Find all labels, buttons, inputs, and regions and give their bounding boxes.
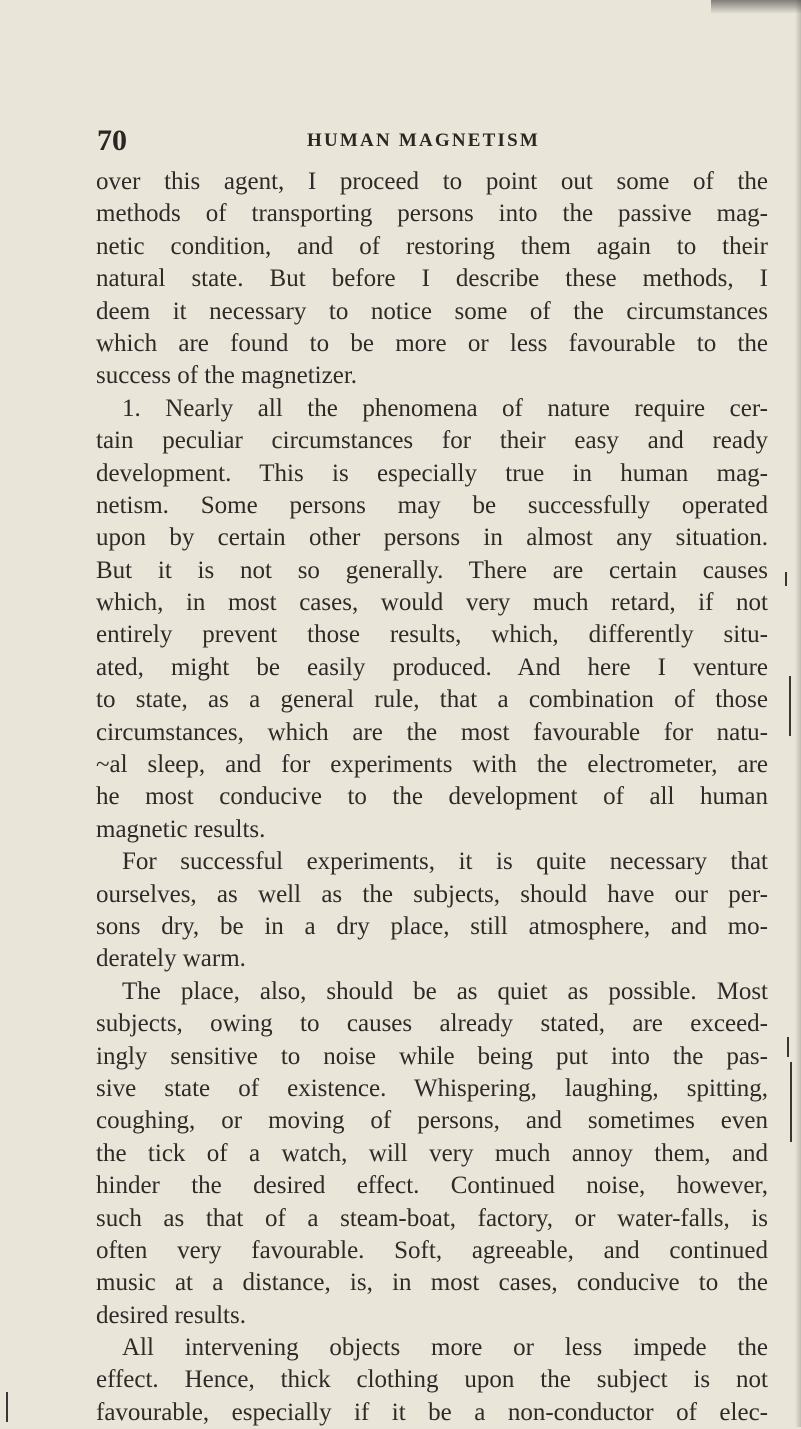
text-line: sive state of existence. Whispering, laughing, spitting, — [96, 1074, 768, 1102]
running-title: HUMAN MAGNETISM — [307, 130, 541, 151]
text-line: But it is not so generally. There are certain causes — [96, 556, 768, 584]
text-line: netic condition, and of restoring them again to their — [96, 232, 768, 260]
text-line: All intervening objects more or less impede the — [122, 1334, 768, 1362]
margin-mark — [787, 1037, 789, 1057]
text-line: ourselves, as well as the subjects, should have our per- — [96, 880, 768, 908]
page-top-edge — [711, 0, 801, 14]
text-line: circumstances, which are the most favourable for natu- — [96, 718, 768, 746]
page-number: 70 — [97, 124, 127, 157]
running-head — [97, 124, 737, 160]
text-line: over this agent, I proceed to point out some of the — [96, 168, 768, 195]
text-line: he most conducive to the development of all human — [96, 783, 768, 811]
text-line: which are found to be more or less favourable to the — [96, 329, 768, 357]
text-line: upon by certain other persons in almost any situation. — [96, 524, 768, 552]
text-line: sons dry, be in a dry place, still atmosphere, and mo- — [96, 912, 768, 940]
text-line: subjects, owing to causes already stated, are exceed- — [96, 1010, 768, 1038]
text-line: which, in most cases, would very much retard, if not — [96, 589, 768, 617]
text-line: hinder the desired effect. Continued noise, however, — [96, 1172, 768, 1200]
text-line: The place, also, should be as quiet as possible. Most — [122, 977, 768, 1005]
margin-mark — [790, 1062, 792, 1142]
text-line: often very favourable. Soft, agreeable, and continued — [96, 1236, 768, 1264]
text-line: tain peculiar circumstances for their easy and ready — [96, 427, 768, 455]
text-line: For successful experiments, it is quite necessary that — [122, 848, 768, 876]
text-line: the tick of a watch, will very much annoy them, and — [96, 1139, 768, 1167]
text-line: favourable, especially if it be a non-conductor of elec- — [96, 1398, 768, 1426]
text-line: music at a distance, is, in most cases, conducive to the — [96, 1269, 768, 1297]
text-line: ingly sensitive to noise while being put into the pas- — [96, 1042, 768, 1070]
text-line: success of the magnetizer. — [96, 362, 358, 390]
text-line: deem it necessary to notice some of the circumstances — [96, 297, 768, 325]
text-line: such as that of a steam-boat, factory, or water-falls, is — [96, 1204, 768, 1232]
margin-mark — [6, 1392, 8, 1422]
body-text — [96, 166, 768, 1429]
text-line: ~al sleep, and for experiments with the electrometer, are — [96, 751, 768, 779]
text-line: natural state. But before I describe these methods, I — [96, 265, 768, 293]
text-line: development. This is especially true in human mag- — [96, 459, 768, 487]
text-line: derately warm. — [96, 945, 246, 973]
text-line: ated, might be easily produced. And here I venture — [96, 653, 768, 681]
text-line: magnetic results. — [96, 815, 266, 843]
text-line: to state, as a general rule, that a combination of those — [96, 686, 768, 714]
text-line: methods of transporting persons into the passive mag- — [96, 200, 768, 228]
text-line: desired results. — [96, 1301, 246, 1329]
text-line: coughing, or moving of persons, and sometimes even — [96, 1107, 768, 1135]
text-line: netism. Some persons may be successfully operated — [96, 491, 768, 519]
margin-mark — [785, 572, 787, 586]
text-line: entirely prevent those results, which, differently situ- — [96, 621, 768, 649]
text-line: 1. Nearly all the phenomena of nature require cer- — [122, 394, 768, 422]
text-line: effect. Hence, thick clothing upon the subject is not — [96, 1366, 768, 1394]
page-edge-shadow — [795, 0, 801, 1427]
margin-mark — [789, 676, 791, 736]
